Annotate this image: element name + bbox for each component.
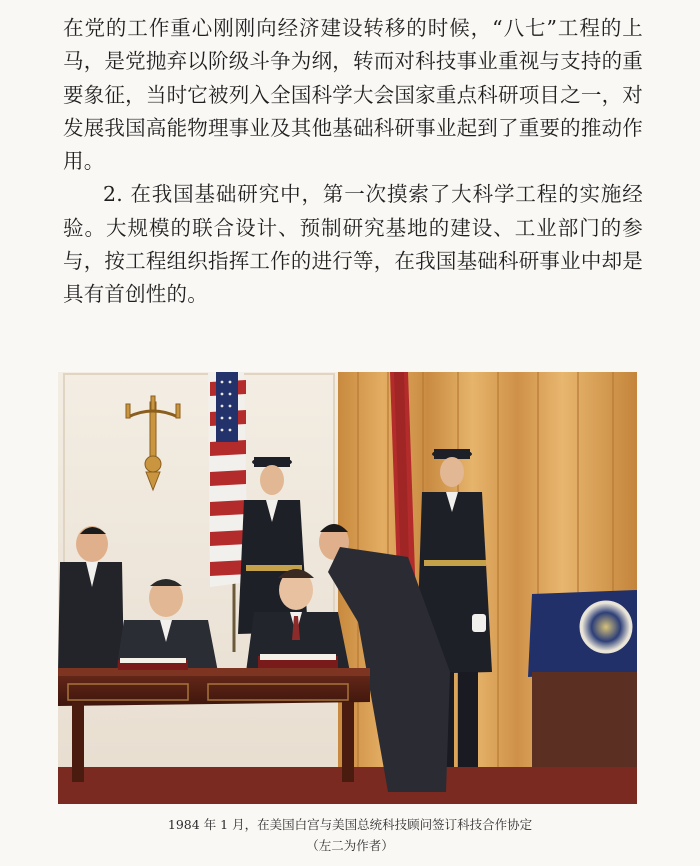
figure-caption: 1984 年 1 月，在美国白宫与美国总统科技顾问签订科技合作协定 xyxy=(167,817,533,832)
signing-ceremony-photo xyxy=(58,372,637,804)
paragraph-1: 在党的工作重心刚刚向经济建设转移的时候，“八七”工程的上马，是党抛弃以阶级斗争为纲，转而对科技事业重视与支持的重要象征，当时它被列入全国科学大会国家重点科研项目之一，对发展我国高能物理事业及其他基础科研事业起到了重要的推动作用。 xyxy=(63,16,643,174)
paragraph-2: 2. 在我国基础研究中，第一次摸索了大科学工程的实施经验。大规模的联合设计、预制研究基地的建设、工业部门的参与，按工程组织指挥工作的进行等，在我国基础科研事业中却是具有首创性的。 xyxy=(63,182,643,307)
figure-caption-note: （左二为作者） xyxy=(306,838,394,853)
body-text xyxy=(63,12,643,312)
